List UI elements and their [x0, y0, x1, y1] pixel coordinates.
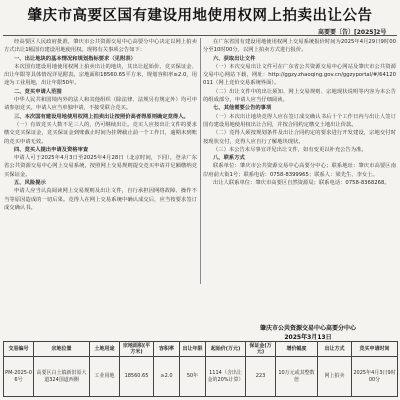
table-cell: 10万元或其整数倍: [276, 357, 318, 397]
table-header-cell: 土地用途: [90, 342, 120, 357]
section-heading: 一、出让地块的基本情况和规划指标要求（见附表）: [14, 55, 136, 62]
table-header-cell: 宗地面积(平方米): [120, 342, 154, 357]
notice-body-left-column: [4, 38, 197, 320]
body-paragraph: 本次国有建设用地使用权网上拍卖出让的地块，其出让起始价、竞买保证金、出让年限等具体情况详见附表。宗地面积18560.65平方米，规划容积率≥2.0，用途为工业用地，出让年限50年。: [4, 63, 197, 87]
body-paragraph: 联系单位：肇庆市公共资源交易中心高要分中心；联系地址：肇庆市高要区南岸府前大街1号；联系电话：0758-8399965；联系人：梁先生、李女士。: [203, 163, 396, 178]
body-paragraph: 申请人可于2025年4月3日至2025年4月28日（北京时间，下同），登录广东省公共资源交易中心网上交易系统，按照网上交易规则提交竞买申请并足额缴纳竞买保证金。: [4, 155, 197, 178]
table-header-cell: 起始价(万元): [206, 342, 246, 357]
table-cell: 1114（含出让金的20%计算）: [206, 357, 246, 397]
table-cell: 网上拍卖: [318, 357, 352, 397]
table-header-cell: 增价幅度: [276, 342, 318, 357]
body-paragraph: 申请人应当认真阅读网上交易规则及出让文件，自行承担因网络故障、操作不当等原因造成的一切后果。竞得人在网上交易系统中确认成交后，应当按要求签订成交确认书。: [4, 188, 197, 211]
table-cell: PM-2025-06号: [4, 357, 34, 397]
document-number: 高要要〔告〕[2025]2号: [318, 29, 387, 36]
title-rule: [3, 35, 397, 36]
notice-title: 肇庆市高要区国有建设用地使用权网上拍卖出让公告: [27, 8, 373, 24]
body-paragraph: 经高要区人民政府批准，肇庆市公共资源交易中心高要分中心决定以网上拍卖方式出让1幅国有建设用地使用权。现将有关事项公告如下：: [4, 39, 197, 54]
table-cell: 50年: [180, 357, 206, 397]
body-paragraph: （一）本次交易出让文件可在广东省公共资源交易中心网站及肇庆市公共资源交易中心网站下载，网址：http://ggzy.zhaoqing.gov.cn/ggzyportal/#/64120011（网上竞价交易系统界面）。: [203, 63, 396, 87]
table-cell: 高要区白土镇新旧原大道324国道西侧: [34, 357, 90, 397]
table-cell: 18560.65: [120, 357, 154, 397]
body-paragraph: 中华人民共和国境内外的法人和其他组织（除法律、法规另有规定外）均可申请参加竞买。申请人应当单独申请，不接受联合竞买。: [4, 97, 197, 112]
section-heading: 七、其他需要公告的事项: [213, 105, 272, 112]
notice-body-right-column: [203, 38, 396, 320]
section-heading: 五、风险提示: [14, 180, 46, 187]
body-paragraph: （三）本公告未尽事宜详见出让文件，如有变更以补充公告为准。: [213, 146, 367, 153]
column-divider: [200, 38, 201, 284]
section-heading: 三、本次国有建设用地使用权网上拍卖出让按照价高者得原则确定竞得人。: [14, 113, 189, 120]
table-header-cell: 交易编号: [4, 342, 34, 357]
section-heading: 六、获取出让文件: [213, 55, 256, 62]
table-header-cell: 保证金(万元): [246, 342, 276, 357]
section-heading: 八、联系方式: [213, 155, 245, 162]
body-paragraph: （二）竞得人须按规划条件及出让合同约定的要求进行开发建设，宗地交付时按现状交付，竞得人应自行了解地块现状。: [203, 130, 396, 145]
table-body: [4, 357, 398, 397]
body-paragraph: （二）出让文件中的出让须知、网上交易规则、宗地现状说明等内容为本公告的组成部分，申请人应当仔细阅读。: [203, 88, 396, 104]
table-cell: 2025年4月3日9时00分: [352, 357, 398, 397]
table-row: [4, 357, 398, 397]
body-paragraph: 出让人联系单位：肇庆市高要区自然资源局；联系电话：0758-8368268。: [213, 180, 390, 187]
table-header-cell: 出让方式: [318, 342, 352, 357]
signature-date: 2025年3月13日: [284, 334, 332, 341]
table-header-row: [4, 342, 398, 357]
body-paragraph: 在广东省国有建设用地使用权网上交易系统报价时间为2025年4月29日9时00分至10时00分，以网上拍卖方式进行报价。: [203, 39, 396, 54]
table-header-cell: 竞买申请时间: [352, 342, 398, 357]
parcel-info-table: [3, 341, 398, 397]
table-header-cell: 宗地位置: [34, 342, 90, 357]
section-heading: 二、竞买申请人范围: [14, 88, 62, 95]
body-paragraph: （一）有效竞买人数不足三人的，仍可继续出让。竞买人应按出让文件的要求缴交竞买保证金，竞买保证金到账截止时间为挂牌截止前一个工作日，逾期未到账的竞买申请无效。: [4, 121, 197, 145]
table-header-cell: 容积率: [154, 342, 180, 357]
body-paragraph: （一）本次出让地块竞得人应在签订成交确认书后十个工作日内与出让人签订国有建设用地使用权出让合同，并按合同约定缴交土地出让价款。: [203, 113, 396, 128]
table-cell: ≥2.0: [154, 357, 180, 397]
table-cell: 223: [246, 357, 276, 397]
table-cell: 工业用地: [90, 357, 120, 397]
table-header-cell: 出让年限: [180, 342, 206, 357]
signature-organization: 肇庆市公共资源交易中心高要分中心: [259, 325, 356, 332]
section-heading: 四、竞买人提出申请及资格审查: [14, 146, 89, 153]
